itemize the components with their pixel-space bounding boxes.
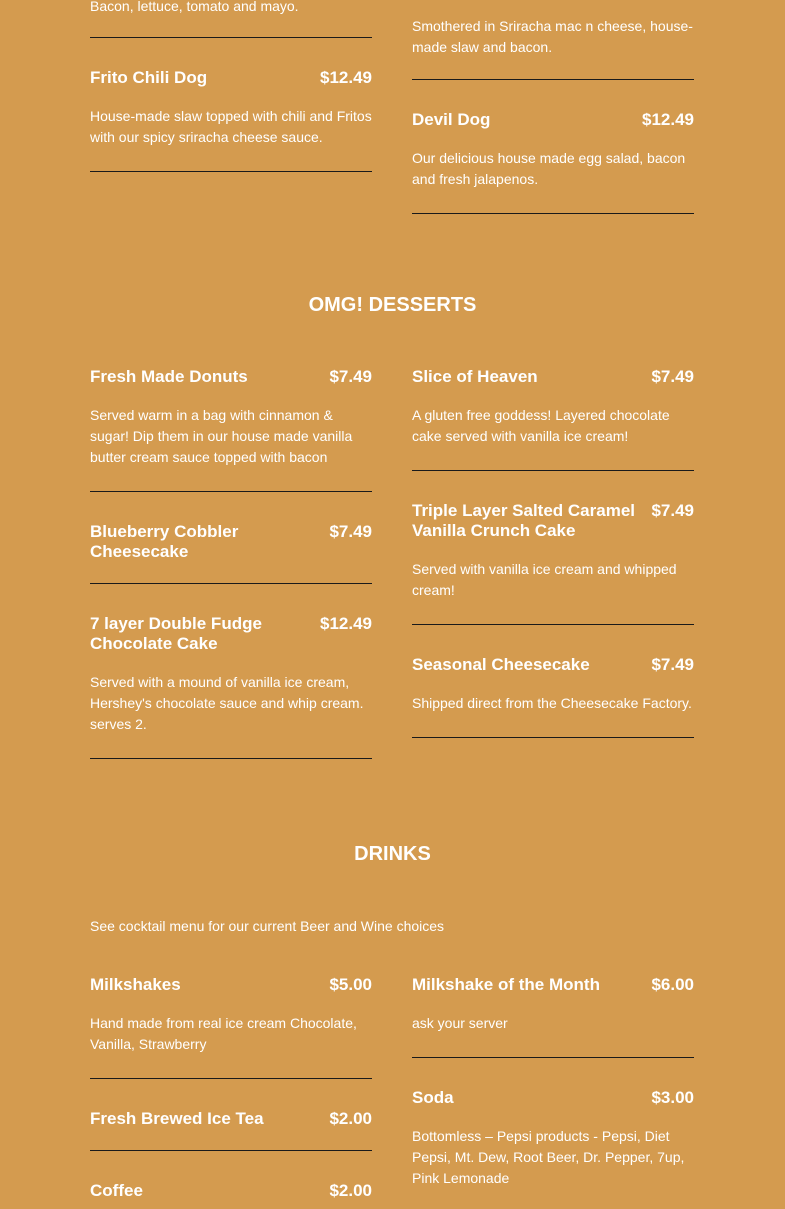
separator	[412, 470, 694, 471]
separator	[412, 737, 694, 738]
item-name: Fresh Made Donuts	[90, 367, 248, 386]
item-price: $12.49	[642, 110, 694, 129]
item-name: Milkshake of the Month	[412, 975, 600, 994]
item-description: Smothered in Sriracha mac n cheese, house-made slaw and bacon.	[412, 18, 693, 55]
menu-item-blueberry-cobbler-cheesecake	[90, 522, 372, 562]
separator	[412, 624, 694, 625]
drinks-note: See cocktail menu for our current Beer and Wine choices	[90, 918, 445, 934]
item-description: Bottomless – Pepsi products - Pepsi, Diet Pepsi, Mt. Dew, Root Beer, Dr. Pepper, 7up, Pink Lemonade	[412, 1128, 685, 1186]
separator	[412, 213, 694, 214]
item-name: Devil Dog	[412, 110, 491, 129]
item-name: Fresh Brewed Ice Tea	[90, 1109, 264, 1128]
menu-item-slice-of-heaven	[412, 367, 694, 447]
separator	[412, 1057, 694, 1058]
item-price: $12.49	[320, 614, 372, 633]
section-title-drinks: DRINKS	[354, 843, 431, 865]
item-price: $7.49	[651, 501, 694, 520]
menu-item-milkshake-of-the-month	[412, 975, 694, 1034]
item-price: $2.00	[329, 1109, 372, 1128]
separator	[412, 79, 694, 80]
item-price: $2.00	[329, 1181, 372, 1200]
menu-item-coffee	[90, 1181, 372, 1201]
item-name: Blueberry Cobbler Cheesecake	[90, 522, 239, 561]
item-price: $12.49	[320, 68, 372, 87]
separator	[90, 171, 372, 172]
menu-item-partial	[90, 0, 372, 17]
separator	[90, 583, 372, 584]
menu-item-fresh-made-donuts	[90, 367, 372, 468]
item-name: Soda	[412, 1088, 454, 1107]
item-description: House-made slaw topped with chili and Fritos with our spicy sriracha cheese sauce.	[90, 108, 372, 145]
separator	[90, 37, 372, 38]
item-description: Our delicious house made egg salad, bacon and fresh jalapenos.	[412, 150, 686, 187]
menu-item-partial	[412, 16, 694, 58]
item-name: Seasonal Cheesecake	[412, 655, 590, 674]
menu-item-salted-caramel-cake	[412, 501, 694, 601]
item-name: Triple Layer Salted Caramel Vanilla Crunch Cake	[412, 501, 635, 540]
item-description: Served warm in a bag with cinnamon & sugar! Dip them in our house made vanilla butter cream sauce topped with bacon	[90, 407, 353, 465]
menu-item-frito-chili-dog	[90, 68, 372, 148]
item-price: $7.49	[329, 367, 372, 386]
item-price: $7.49	[329, 522, 372, 541]
menu-item-double-fudge-cake	[90, 614, 372, 735]
item-price: $3.00	[651, 1088, 694, 1107]
item-price: $5.00	[329, 975, 372, 994]
separator	[90, 491, 372, 492]
separator	[90, 1078, 372, 1079]
menu-item-seasonal-cheesecake	[412, 655, 694, 714]
item-description: ask your server	[412, 1015, 508, 1031]
menu-item-soda	[412, 1088, 694, 1189]
item-name: 7 layer Double Fudge Chocolate Cake	[90, 614, 262, 653]
item-description: A gluten free goddess! Layered chocolate cake served with vanilla ice cream!	[412, 407, 670, 444]
section-title-desserts: OMG! DESSERTS	[308, 294, 477, 316]
item-description: Served with vanilla ice cream and whipped cream!	[412, 561, 677, 598]
item-description: Served with a mound of vanilla ice cream, Hershey's chocolate sauce and whip cream. serves 2.	[90, 674, 364, 732]
item-description: Bacon, lettuce, tomato and mayo.	[90, 0, 299, 14]
menu-item-milkshakes	[90, 975, 372, 1055]
item-name: Milkshakes	[90, 975, 181, 994]
item-name: Coffee	[90, 1181, 143, 1200]
item-name: Slice of Heaven	[412, 367, 538, 386]
item-name: Frito Chili Dog	[90, 68, 208, 87]
item-price: $7.49	[651, 367, 694, 386]
item-description: Hand made from real ice cream Chocolate, Vanilla, Strawberry	[90, 1015, 357, 1052]
item-price: $6.00	[651, 975, 694, 994]
menu-item-devil-dog	[412, 110, 694, 190]
menu-item-ice-tea	[90, 1109, 372, 1129]
item-description: Shipped direct from the Cheesecake Factory.	[412, 695, 692, 711]
item-price: $7.49	[651, 655, 694, 674]
separator	[90, 1150, 372, 1151]
separator	[90, 758, 372, 759]
